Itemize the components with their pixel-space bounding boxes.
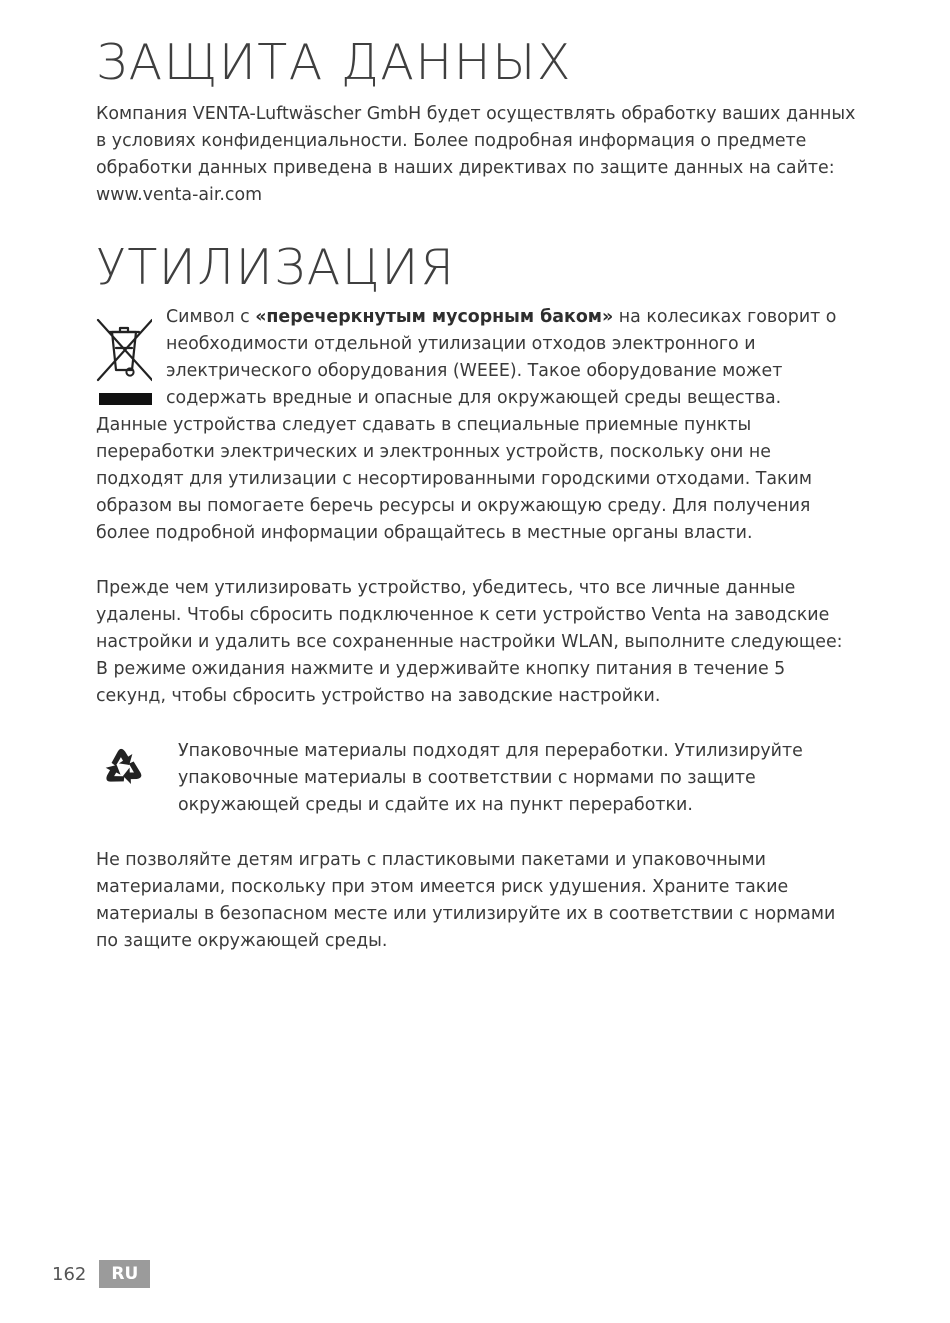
weee-collection-paragraph: Данные устройства следует сдавать в специальные приемные пункты переработки электрических и электронных устройств, поскольку они не подходят для утилизации с несортированными городскими отходами. Таким образом вы помогаете беречь ресурсы и окружающую среду. Для получения более подробной информации обращайтесь в местные органы власти. — [96, 415, 812, 543]
language-badge: RU — [99, 1260, 150, 1288]
crossed-out-wheelie-bin-icon — [96, 318, 152, 408]
section-title-data-protection: ЗАЩИТА ДАННЫХ — [96, 34, 572, 91]
weee-section — [96, 304, 856, 547]
page-number: 162 — [52, 1263, 87, 1285]
weee-symbol-paragraph — [166, 304, 856, 412]
packaging-section — [96, 738, 856, 819]
section-title-disposal: УТИЛИЗАЦИЯ — [96, 239, 456, 296]
weee-intro-text: на колесиках говорит о необходимости отдельной утилизации отходов электронного и электрического оборудования (WEEE). Такое оборудование может содержать вредные и опасные для окружающей среды вещества. — [166, 307, 837, 408]
recycling-arrows-icon — [96, 740, 150, 792]
child-safety-paragraph: Не позволяйте детям играть с пластиковыми пакетами и упаковочными материалами, поскольку при этом имеется риск удушения. Храните такие материалы в безопасном месте или утилизируйте их в соответствии с нормами по защите окружающей среды. — [96, 850, 836, 951]
page-footer — [52, 1260, 150, 1288]
factory-reset-paragraph: Прежде чем утилизировать устройство, убедитесь, что все личные данные удалены. Чтобы сбросить подключенное к сети устройство Venta на заводские настройки и удалить все сохраненные настройки WLAN, выполните следующее: В режиме ожидания нажмите и удерживайте кнопку питания в течение 5 секунд, чтобы сбросить устройство на заводские настройки. — [96, 578, 843, 706]
weee-bold-phrase: «перечеркнутым мусорным баком» — [255, 307, 614, 327]
weee-prefix: Символ с — [166, 307, 256, 327]
packaging-paragraph: Упаковочные материалы подходят для переработки. Утилизируйте упаковочные материалы в соответствии с нормами по защите окружающей среды и сдайте их на пункт переработки. — [178, 741, 803, 815]
data-protection-paragraph: Компания VENTA-Luftwäscher GmbH будет осуществлять обработку ваших данных в условиях конфиденциальности. Более подробная информация о предмете обработки данных приведена в наших директивах по защите данных на сайте: www.venta-air.com — [96, 104, 856, 205]
